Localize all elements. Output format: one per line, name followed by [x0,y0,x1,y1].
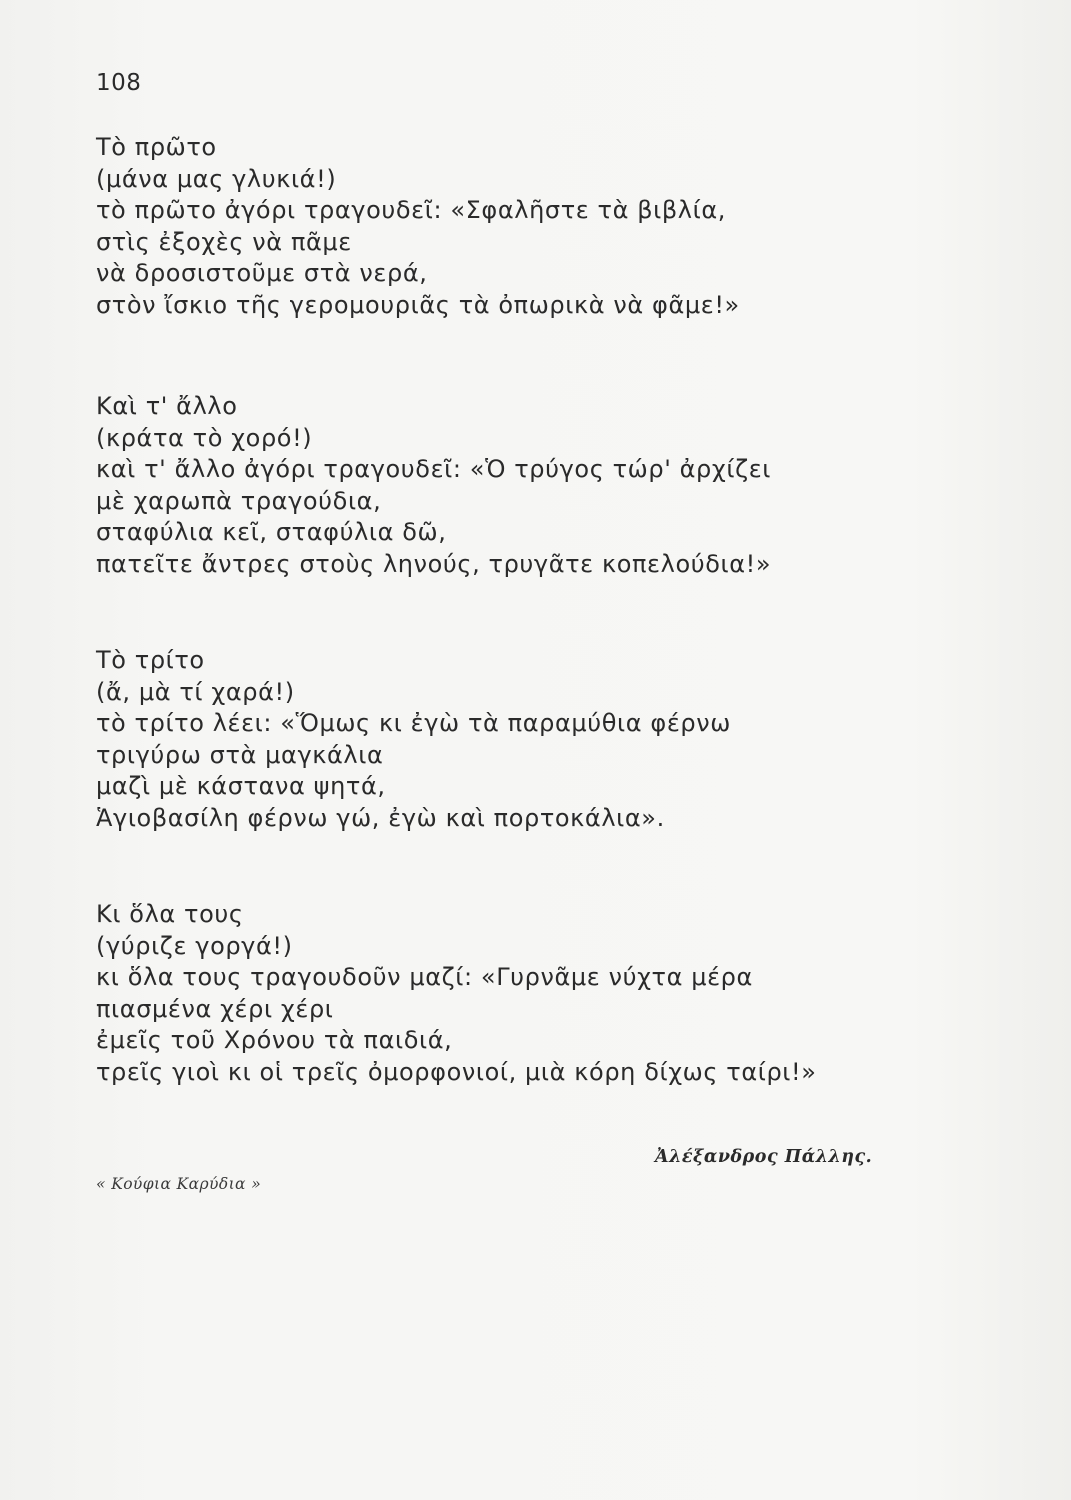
verse-line: τὸ πρῶτο ἀγόρι τραγουδεῖ: «Σφαλῆστε τὰ βιβλία, [96,196,726,224]
verse-line: μαζὶ μὲ κάστανα ψητά, [96,772,386,800]
verse-line: πατεῖτε ἄντρες στοὺς ληνούς, τρυγᾶτε κοπελούδια!» [96,549,772,578]
verse-line: μὲ χαρωπὰ τραγούδια, [96,486,382,515]
stanza-1 [96,132,740,321]
verse-line: σταφύλια κεῖ, σταφύλια δῶ, [96,518,447,546]
author-signature: Ἀλέξανδρος Πάλλης. [655,1147,873,1167]
verse-line: στὸν ἴσκιο τῆς γερομουριᾶς τὰ ὀπωρικὰ νὰ φᾶμε!» [96,290,740,319]
verse-line: Ἁγιοβασίλη φέρνω γώ, ἐγὼ καὶ πορτοκάλια». [96,803,665,832]
verse-line: ἐμεῖς τοῦ Χρόνου τὰ παιδιά, [96,1026,453,1054]
verse-line: Τὸ πρῶτο [96,133,217,161]
verse-line: νὰ δροσιστοῦμε στὰ νερά, [96,259,428,287]
verse-line: (γύριζε γοργά!) [96,931,293,960]
verse-line: Κι ὅλα τους [96,900,244,928]
page-number: 108 [96,70,142,96]
verse-line: τριγύρω στὰ μαγκάλια [96,740,384,769]
verse-line: καὶ τ' ἄλλο ἀγόρι τραγουδεῖ: «Ὁ τρύγος τώρ' ἀρχίζει [96,455,772,483]
verse-line: (μάνα μας γλυκιά!) [96,164,337,193]
verse-line: τρεῖς γιοὶ κι οἱ τρεῖς ὀμορφονιοί, μιὰ κόρη δίχως ταίρι!» [96,1057,817,1086]
verse-line: στὶς ἐξοχὲς νὰ πᾶμε [96,227,352,256]
verse-line: κι ὅλα τους τραγουδοῦν μαζί: «Γυρνᾶμε νύχτα μέρα [96,963,753,991]
verse-line: τὸ τρίτο λέει: «Ὅμως κι ἐγὼ τὰ παραμύθια φέρνω [96,709,731,737]
stanza-3 [96,645,731,834]
verse-line: Τὸ τρίτο [96,646,205,674]
stanza-4 [96,899,817,1088]
verse-line: πιασμένα χέρι χέρι [96,994,334,1023]
source-citation: « Κούφια Καρύδια » [96,1175,262,1193]
stanza-2 [96,391,771,580]
verse-line: Καὶ τ' ἄλλο [96,392,238,420]
verse-line: (ἄ, μὰ τί χαρά!) [96,677,295,706]
verse-line: (κράτα τὸ χορό!) [96,423,313,452]
